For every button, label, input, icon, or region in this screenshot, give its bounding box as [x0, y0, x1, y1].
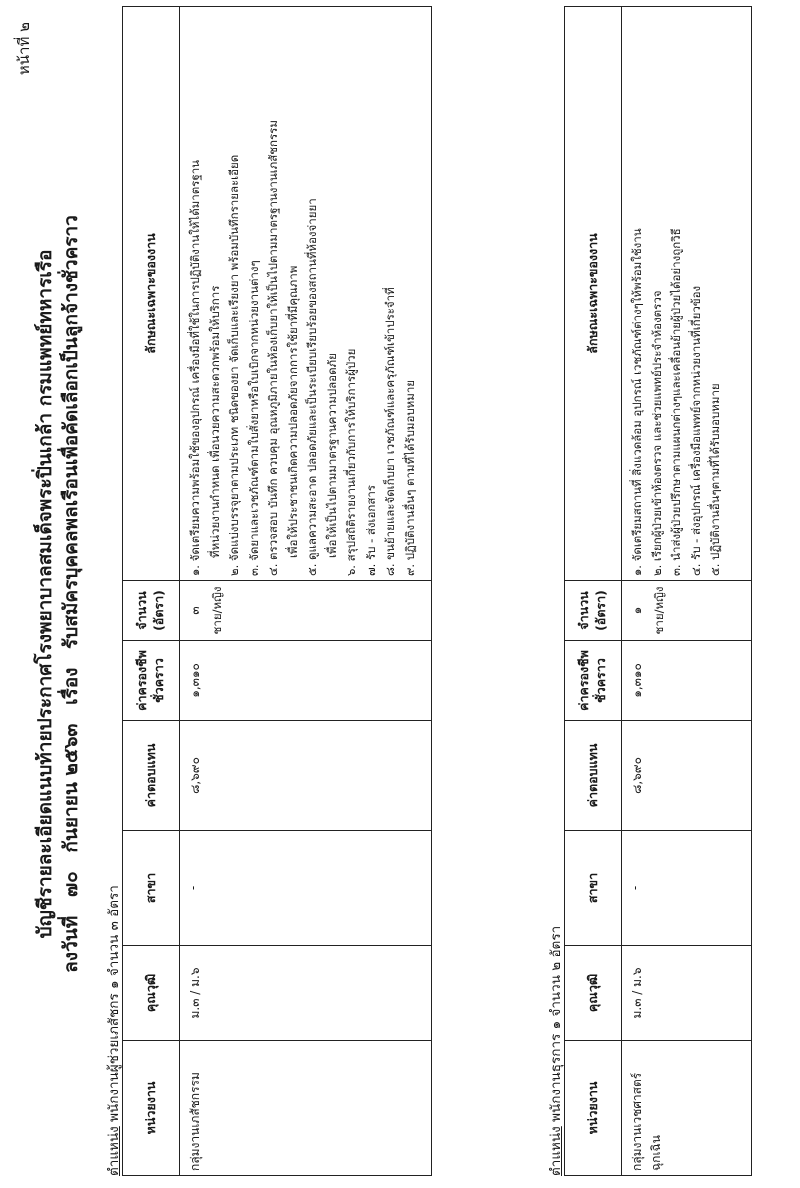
- document-subtitle: [56, 0, 86, 1188]
- section-2-table: [564, 6, 752, 1176]
- table-row: [622, 7, 752, 1176]
- section-1-label: [102, 885, 124, 1176]
- duty-line: ๕. ดูแลความสะอาด ปลอดภัยและเป็นระเบียบเรียบร้อยของสถานที่ห้องจ่ายยา: [305, 198, 319, 576]
- col-allowance: ค่าครองชีพชั่วคราว: [565, 641, 622, 721]
- dated-month-year: กันยายน ๒๕๖๓: [60, 723, 82, 853]
- table-row: [180, 7, 432, 1176]
- cell-field: -: [622, 831, 752, 946]
- table-header-row: [565, 7, 622, 1176]
- cell-salary: ๘,๖๙๐: [180, 721, 432, 831]
- col-field: สาขา: [123, 831, 180, 946]
- count-value: ๓: [188, 606, 202, 615]
- subject-label: เรื่อง: [60, 667, 82, 705]
- duty-line: ๑. จัดเตรียมสถานที่ สิ่งแวดล้อม อุปกรณ์ เวชภัณฑ์ต่างๆให้พร้อมใช้งาน: [630, 228, 644, 576]
- duty-line: ๓. จัดยาและเวชภัณฑ์ตามใบสั่งยาหรือใบเบิกจากหน่วยงานต่างๆ: [246, 260, 261, 576]
- col-duties: ลักษณะเฉพาะของงาน: [565, 7, 622, 581]
- cell-duties: [180, 7, 432, 581]
- cell-salary: ๘,๖๙๐: [622, 721, 752, 831]
- col-count: จำนวน (อัตรา): [565, 581, 622, 641]
- position-text: พนักงานธุรการ ๑ จำนวน ๒ อัตรา: [548, 925, 564, 1122]
- cell-unit: กลุ่มงานเภสัชกรรม: [180, 1041, 432, 1176]
- table-header-row: [123, 7, 180, 1176]
- duty-line: ๕. ปฏิบัติงานอื่นๆตามที่ได้รับมอบหมาย: [708, 383, 722, 576]
- duty-line: เพื่อให้เป็นไปตามมาตรฐานความปลอดภัย: [324, 353, 339, 558]
- col-field: สาขา: [565, 831, 622, 946]
- gender-value: ชาย/หญิง: [652, 586, 666, 635]
- cell-unit: กลุ่มงานเวชศาสตร์ฉุกเฉิน: [622, 1041, 752, 1176]
- col-salary: ค่าตอบแทน: [123, 721, 180, 831]
- page-number: หน้าที่ ๒: [15, 22, 33, 76]
- dated-label: ลงวันที่: [60, 915, 82, 973]
- duty-line: ๑. จัดเตรียมความพร้อมใช้ของอุปกรณ์ เครื่องมือที่ใช้ในการปฏิบัติงานให้ได้มาตรฐาน: [188, 159, 202, 576]
- col-allowance: ค่าครองชีพชั่วคราว: [123, 641, 180, 721]
- duty-line: ๓. นำส่งผู้ป่วยปรึกษาตามแผนกต่างๆและเคลื่อนย้ายผู้ป่วยได้อย่างถูกวิธี: [669, 228, 683, 576]
- duty-line: ที่หน่วยงานกำหนด เพื่อนวยความสะดวกพร้อมให้บริการ: [207, 285, 222, 558]
- cell-allowance: ๑,๓๑๐: [180, 641, 432, 721]
- subject-text: รับสมัครบุคคลพลเรือนเพื่อคัดเลือกเป็นลูกจ้างชั่วคราว: [60, 215, 82, 649]
- duty-line: ๘. ขนย้ายและจัดเก็บยา เวชภัณฑ์และครุภัณฑ์เข้าประจำที่: [383, 287, 397, 576]
- cell-field: -: [180, 831, 432, 946]
- col-unit: หน่วยงาน: [565, 1041, 622, 1176]
- cell-qualification: ม.๓ / ม.๖: [622, 946, 752, 1041]
- gender-value: ชาย/หญิง: [210, 586, 224, 635]
- position-text: พนักงานผู้ช่วยเภสัชกร ๑ จำนวน ๓ อัตรา: [106, 885, 122, 1122]
- position-label: ตำแหน่ง: [106, 1126, 122, 1176]
- cell-qualification: ม.๓ / ม.๖: [180, 946, 432, 1041]
- col-qualification: คุณวุฒิ: [565, 946, 622, 1041]
- col-unit: หน่วยงาน: [123, 1041, 180, 1176]
- cell-count: [622, 581, 752, 641]
- duty-line: ๙. ปฏิบัติงานอื่นๆ ตามที่ได้รับมอบหมาย: [402, 379, 417, 576]
- cell-duties: [622, 7, 752, 581]
- col-qualification: คุณวุฒิ: [123, 946, 180, 1041]
- position-label: ตำแหน่ง: [548, 1126, 564, 1176]
- dated-day: ๗๐: [60, 871, 82, 898]
- duty-line: ๖. สรุปสถิติรายงานเกี่ยวกับการให้บริการผู้ป่วย: [344, 348, 358, 576]
- duty-line: ๔. ตรวจสอบ บันทึก ควบคุม อุณหภูมิภายในห้องเก็บยาให้เป็นไปตามมาตรฐานงานเภสัชกรรม: [266, 120, 280, 576]
- cell-allowance: ๑,๓๑๐: [622, 641, 752, 721]
- duty-line: ๔. รับ - ส่งอุปกรณ์ เครื่องมือแพทย์จากหน่วยงานที่เกี่ยวข้อง: [688, 285, 703, 576]
- duty-line: ๗. รับ - ส่งเอกสาร: [363, 485, 378, 576]
- document-title: บัญชีรายละเอียดแนบท้ายประกาศโรงพยาบาลสมเด็จพระปิ่นเกล้า กรมแพทย์ทหารเรือ: [34, 249, 56, 939]
- count-value: ๑: [630, 606, 644, 615]
- col-duties: ลักษณะเฉพาะของงาน: [123, 7, 180, 581]
- duty-line: ๒. จัดแบ่งบรรจุยาตามประเภท ชนิดของยา จัดเก็บและเรียงยา พร้อมบันทึกรายละเอียด: [227, 154, 241, 576]
- section-1-table: [122, 6, 432, 1176]
- duty-line: เพื่อให้ประชาชนเกิดความปลอดภัยจากการใช้ยาที่มีคุณภาพ: [285, 265, 300, 558]
- cell-count: [180, 581, 432, 641]
- duty-line: ๒. เรียกผู้ป่วยเข้าห้องตรวจ และช่วยแพทย์ประจำห้องตรวจ: [649, 290, 664, 576]
- col-count: จำนวน (อัตรา): [123, 581, 180, 641]
- col-salary: ค่าตอบแทน: [565, 721, 622, 831]
- section-2-label: [544, 926, 566, 1176]
